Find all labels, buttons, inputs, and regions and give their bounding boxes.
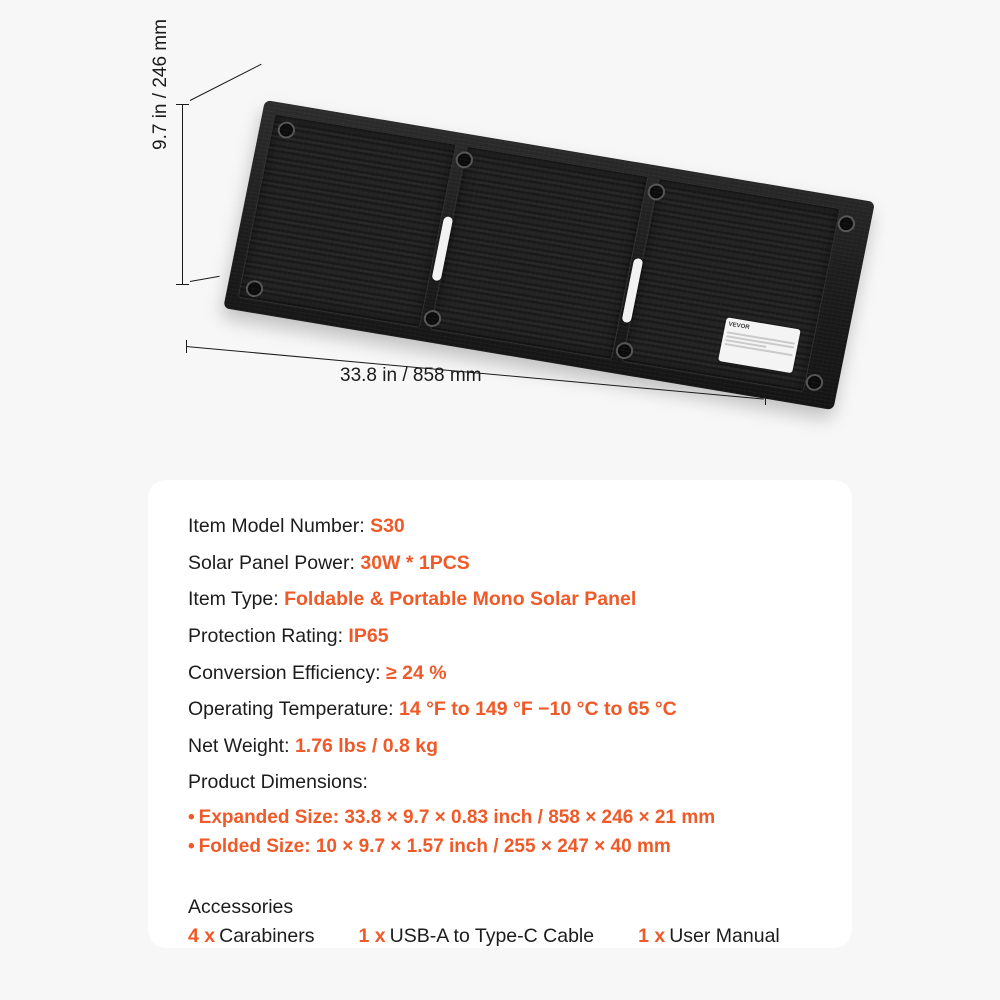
spec-label: Protection Rating:	[188, 624, 349, 647]
spec-row-temperature	[188, 695, 812, 725]
grommet-icon	[244, 279, 264, 298]
solar-cell-block	[430, 146, 649, 360]
accessory-qty: 1 x	[638, 925, 666, 947]
spec-row-efficiency	[188, 659, 812, 689]
bullet-icon: •	[188, 807, 195, 828]
width-tick-left	[186, 340, 187, 353]
spec-label: Item Model Number:	[188, 515, 371, 537]
spec-label: Solar Panel Power:	[188, 551, 361, 574]
accessory-qty: 4 x	[188, 925, 216, 947]
spec-value: 30W * 1PCS	[360, 551, 470, 574]
dimension-bullet-folded	[188, 836, 812, 858]
dimension-bullet-text: Expanded Size: 33.8 × 9.7 × 0.83 inch / 858 × 246 × 21 mm	[198, 807, 716, 828]
width-dimension-label: 33.8 in / 858 mm	[340, 365, 482, 386]
brand-logo: VEVOR	[727, 321, 751, 331]
sticker-line	[724, 343, 792, 356]
product-spec-sticker	[718, 317, 801, 373]
sticker-line	[727, 331, 795, 344]
height-tick-bottom	[176, 284, 189, 285]
height-dimension-label: 9.7 in / 246 mm	[150, 19, 171, 150]
grommet-icon	[276, 120, 296, 139]
spec-value: ≥ 24 %	[385, 661, 447, 684]
spec-row-type	[188, 585, 812, 615]
accessory-item	[188, 925, 315, 948]
spec-value: 14 °F to 149 °F −10 °C to 65 °C	[399, 698, 677, 721]
accessory-name: Carabiners	[219, 925, 315, 947]
specifications-card	[148, 480, 852, 948]
accessory-name: USB-A to Type-C Cable	[389, 925, 595, 947]
grommet-icon	[614, 341, 634, 360]
grommet-icon	[454, 150, 474, 169]
spec-label: Operating Temperature:	[188, 698, 400, 721]
dimension-bullet-expanded	[188, 807, 812, 829]
accessories-list	[188, 925, 812, 948]
height-tick-top	[176, 104, 189, 105]
accessory-item	[359, 925, 595, 948]
accessory-qty: 1 x	[358, 925, 386, 947]
bullet-icon: •	[188, 836, 195, 857]
spec-label: Item Type:	[188, 588, 285, 611]
solar-panel-illustration	[175, 95, 875, 435]
accessory-name: User Manual	[669, 925, 780, 947]
spec-row-protection	[188, 622, 812, 652]
grommet-icon	[836, 214, 856, 233]
spec-value: IP65	[348, 624, 389, 647]
spec-label: Conversion Efficiency:	[188, 661, 386, 684]
accessory-item	[638, 925, 780, 948]
spec-value: S30	[370, 515, 405, 537]
sticker-line	[726, 335, 794, 348]
dimensions-title: Product Dimensions:	[188, 771, 368, 794]
product-image-area	[0, 0, 1000, 470]
solar-panel-body	[223, 100, 875, 410]
sticker-line	[725, 339, 766, 348]
fold-handle	[622, 258, 644, 323]
spec-row-weight	[188, 732, 812, 762]
grommet-icon	[422, 309, 442, 328]
height-measure-line	[182, 104, 183, 284]
spec-row-model	[188, 512, 812, 542]
fold-handle	[431, 216, 453, 281]
width-tick-right	[765, 392, 766, 405]
grommet-icon	[646, 182, 666, 201]
dimension-bullet-text: Folded Size: 10 × 9.7 × 1.57 inch / 255 × 247 × 40 mm	[198, 836, 671, 857]
accessories-title: Accessories	[188, 896, 294, 918]
spec-value: 1.76 lbs / 0.8 kg	[294, 734, 439, 757]
grommet-icon	[804, 373, 824, 392]
spec-value: Foldable & Portable Mono Solar Panel	[284, 588, 637, 611]
solar-cell-block	[238, 114, 457, 328]
spec-label: Net Weight:	[188, 734, 295, 757]
solar-cell-block	[622, 178, 841, 392]
spec-row-power	[188, 549, 812, 579]
